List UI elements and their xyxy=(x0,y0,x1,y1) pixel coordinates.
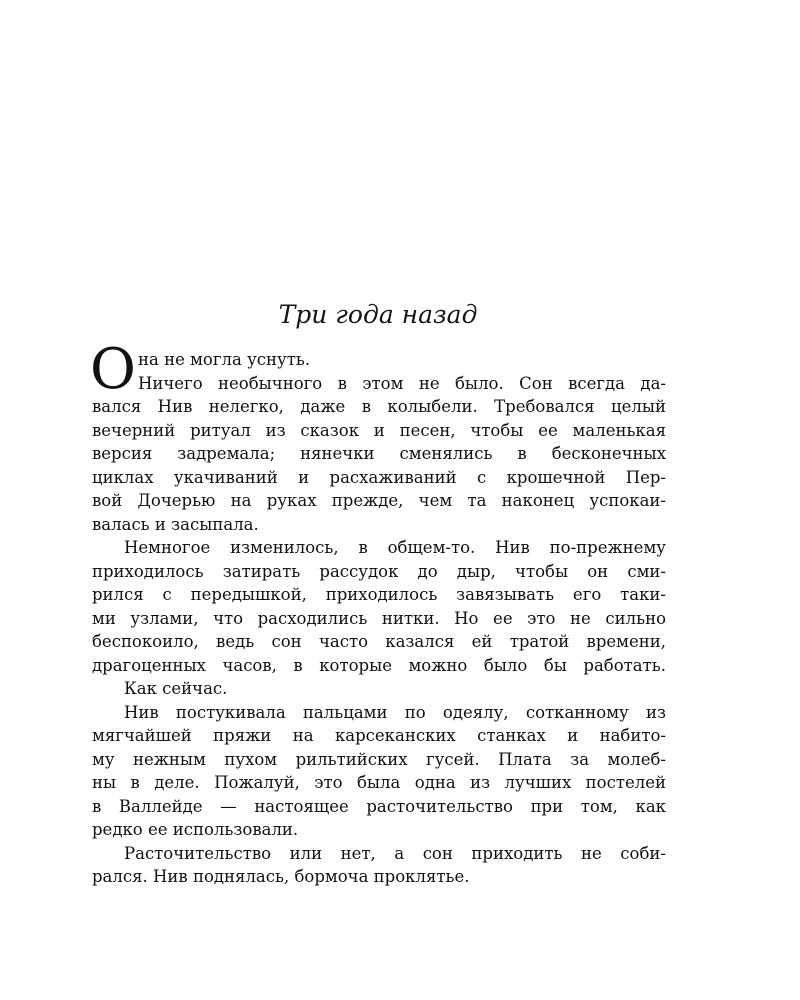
text-line: вечерний ритуал из сказок и песен, чтобы ее маленькая xyxy=(92,420,666,440)
text-line: беспокоило, ведь сон часто казался ей тратой времени, xyxy=(92,632,666,651)
text-line: Расточительство или нет, а сон приходить не соби- xyxy=(124,843,666,863)
text-line: ны в деле. Пожалуй, это была одна из лучших постелей xyxy=(92,773,666,792)
text-line: Ничего необычного в этом не было. Сон всегда да- xyxy=(138,373,666,393)
text-line: в Валлейде — настоящее расточительство при том, как xyxy=(92,796,666,816)
chapter-title: Три года назад xyxy=(278,300,478,329)
text-line: вался Нив нелегко, даже в колыбели. Требовался целый xyxy=(92,397,666,416)
text-line: рался. Нив поднялась, бормоча проклятье. xyxy=(92,867,470,886)
body-text xyxy=(90,337,666,889)
text-line: драгоценных часов, в которые можно было бы работать. xyxy=(92,655,666,675)
text-line: на не могла уснуть. xyxy=(138,350,311,369)
drop-cap: О xyxy=(90,337,136,402)
text-line: Немногое изменилось, в общем-то. Нив по-прежнему xyxy=(124,538,666,557)
text-line: мягчайшей пряжи на карсеканских станках и набито- xyxy=(92,726,666,745)
text-line: валась и засыпала. xyxy=(92,514,259,534)
text-line: версия задремала; нянечки сменялись в бесконечных xyxy=(92,444,666,463)
text-line: вой Дочерью на руках прежде, чем та наконец успокаи- xyxy=(92,491,666,510)
text-line: циклах укачиваний и расхаживаний с крошечной Пер- xyxy=(92,467,666,487)
text-line: редко ее использовали. xyxy=(92,820,299,839)
text-line: рился с передышкой, приходилось завязывать его таки- xyxy=(92,585,666,604)
text-line: му нежным пухом рильтийских гусей. Плата за молеб- xyxy=(92,749,666,769)
text-line: ми узлами, что расходились нитки. Но ее это не сильно xyxy=(92,608,666,628)
text-line: приходилось затирать рассудок до дыр, чтобы он сми- xyxy=(92,561,666,581)
text-line: Нив постукивала пальцами по одеялу, сотканному из xyxy=(124,702,666,722)
text-line: Как сейчас. xyxy=(124,679,228,698)
